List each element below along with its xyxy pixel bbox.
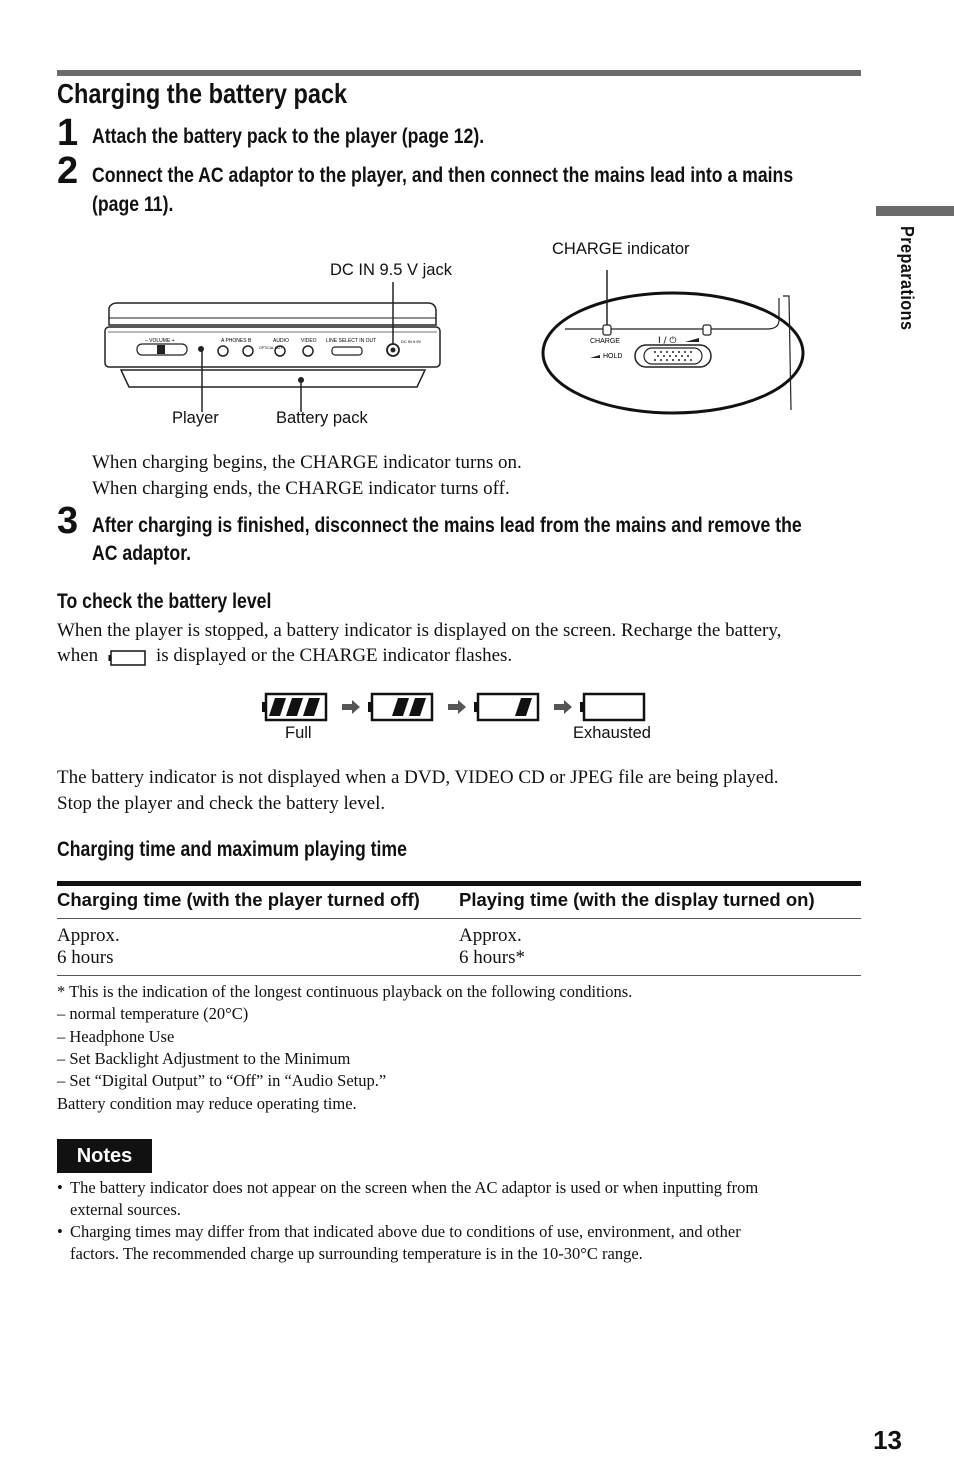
footnote-line: * This is the indication of the longest continuous playback on the following conditions. bbox=[57, 982, 633, 1001]
step-2-text-line2: (page 11). bbox=[92, 193, 174, 216]
battery-level-icon bbox=[580, 694, 644, 720]
arrow-right-icon bbox=[342, 700, 360, 714]
line-select-label: LINE SELECT IN OUT bbox=[326, 338, 377, 344]
side-tab-label: Preparations bbox=[897, 226, 917, 331]
battery-level-heading: To check the battery level bbox=[57, 590, 272, 613]
step-1-text: Attach the battery pack to the player (page 12). bbox=[92, 125, 485, 148]
optical-label: OPTICAL OUT bbox=[259, 346, 283, 350]
step-2-text-line1: Connect the AC adaptor to the player, and then connect the mains lead into a mains bbox=[92, 164, 794, 187]
charge-indicator-label: CHARGE indicator bbox=[552, 240, 690, 258]
player-label: Player bbox=[172, 409, 219, 427]
table-bottom-rule bbox=[57, 975, 861, 976]
battery-level-icon bbox=[474, 694, 538, 720]
battery-level-icon bbox=[262, 694, 326, 720]
power-symbol: I / ⏻ bbox=[658, 336, 677, 346]
empty-battery-icon bbox=[108, 648, 148, 668]
charging-ends-text: When charging ends, the CHARGE indicator turns off. bbox=[92, 478, 510, 499]
battery-level-para-when: when bbox=[57, 645, 99, 666]
full-label: Full bbox=[285, 724, 312, 742]
battery-level-para-line1: When the player is stopped, a battery indicator is displayed on the screen. Recharge the battery, bbox=[57, 620, 782, 641]
step-1-number: 1 bbox=[57, 112, 79, 154]
charging-begins-text: When charging begins, the CHARGE indicator turns on. bbox=[92, 452, 522, 473]
footnote-line: – Set Backlight Adjustment to the Minimum bbox=[57, 1049, 351, 1068]
note-1-line1: The battery indicator does not appear on the screen when the AC adaptor is used or when inputting from bbox=[70, 1178, 759, 1197]
charge-device-label: CHARGE bbox=[590, 338, 620, 345]
battery-indicator-note-line1: The battery indicator is not displayed when a DVD, VIDEO CD or JPEG file are being played. bbox=[57, 767, 779, 788]
step-3-text-line1: After charging is finished, disconnect the mains lead from the mains and remove the bbox=[92, 514, 802, 537]
side-tab-bar bbox=[876, 206, 954, 216]
step-3-text-line2: AC adaptor. bbox=[92, 542, 192, 565]
footnote-line: – Set “Digital Output” to “Off” in “Audio Setup.” bbox=[57, 1071, 387, 1090]
phones-label: A PHONES B bbox=[221, 338, 252, 344]
page-number: 13 bbox=[873, 1425, 902, 1455]
table-col1-header: Charging time (with the player turned off) bbox=[57, 889, 420, 910]
footnote-line: – normal temperature (20°C) bbox=[57, 1004, 249, 1023]
battery-indicator-note-line2: Stop the player and check the battery level. bbox=[57, 793, 386, 814]
note-2-line1: Charging times may differ from that indicated above due to conditions of use, environment, and other bbox=[70, 1222, 741, 1241]
arrow-right-icon bbox=[554, 700, 572, 714]
note-1-line2: external sources. bbox=[70, 1200, 181, 1219]
volume-label: – VOLUME + bbox=[145, 338, 175, 344]
table-col2-header: Playing time (with the display turned on) bbox=[459, 889, 815, 910]
dc-in-jack-label: DC IN 9.5 V jack bbox=[330, 261, 452, 279]
video-label: VIDEO bbox=[301, 338, 317, 344]
battery-pack-label: Battery pack bbox=[276, 409, 368, 427]
notes-badge: Notes bbox=[57, 1139, 152, 1173]
table-heading: Charging time and maximum playing time bbox=[57, 838, 407, 861]
arrow-right-icon bbox=[448, 700, 466, 714]
footnote-line: – Headphone Use bbox=[57, 1027, 175, 1046]
table-top-rule bbox=[57, 881, 861, 886]
step-2-number: 2 bbox=[57, 150, 79, 192]
table-col1-line2: 6 hours bbox=[57, 947, 114, 968]
table-col2-line1: Approx. bbox=[459, 925, 522, 946]
note-2-line2: factors. The recommended charge up surrounding temperature is in the 10-30°C range. bbox=[70, 1244, 643, 1263]
page-title: Charging the battery pack bbox=[57, 78, 348, 109]
hold-device-label: HOLD bbox=[603, 353, 623, 360]
dcin-device-label: DC IN 9.5V bbox=[401, 339, 422, 344]
table-col1-line1: Approx. bbox=[57, 925, 120, 946]
table-col2-line2: 6 hours* bbox=[459, 947, 525, 968]
note-1-bullet: • bbox=[57, 1178, 63, 1197]
step-3-number: 3 bbox=[57, 500, 79, 542]
player-illustration bbox=[105, 282, 440, 412]
footnote-line: Battery condition may reduce operating time. bbox=[57, 1094, 357, 1113]
table-header-rule bbox=[57, 918, 861, 919]
exhausted-label: Exhausted bbox=[573, 724, 651, 742]
charge-detail-illustration bbox=[543, 270, 803, 413]
player-charging-figure bbox=[95, 230, 835, 430]
audio-label: AUDIO bbox=[273, 338, 289, 344]
battery-level-icon bbox=[368, 694, 432, 720]
battery-level-para-rest: is displayed or the CHARGE indicator flashes. bbox=[156, 645, 513, 666]
note-2-bullet: • bbox=[57, 1222, 63, 1241]
top-rule bbox=[57, 70, 861, 76]
